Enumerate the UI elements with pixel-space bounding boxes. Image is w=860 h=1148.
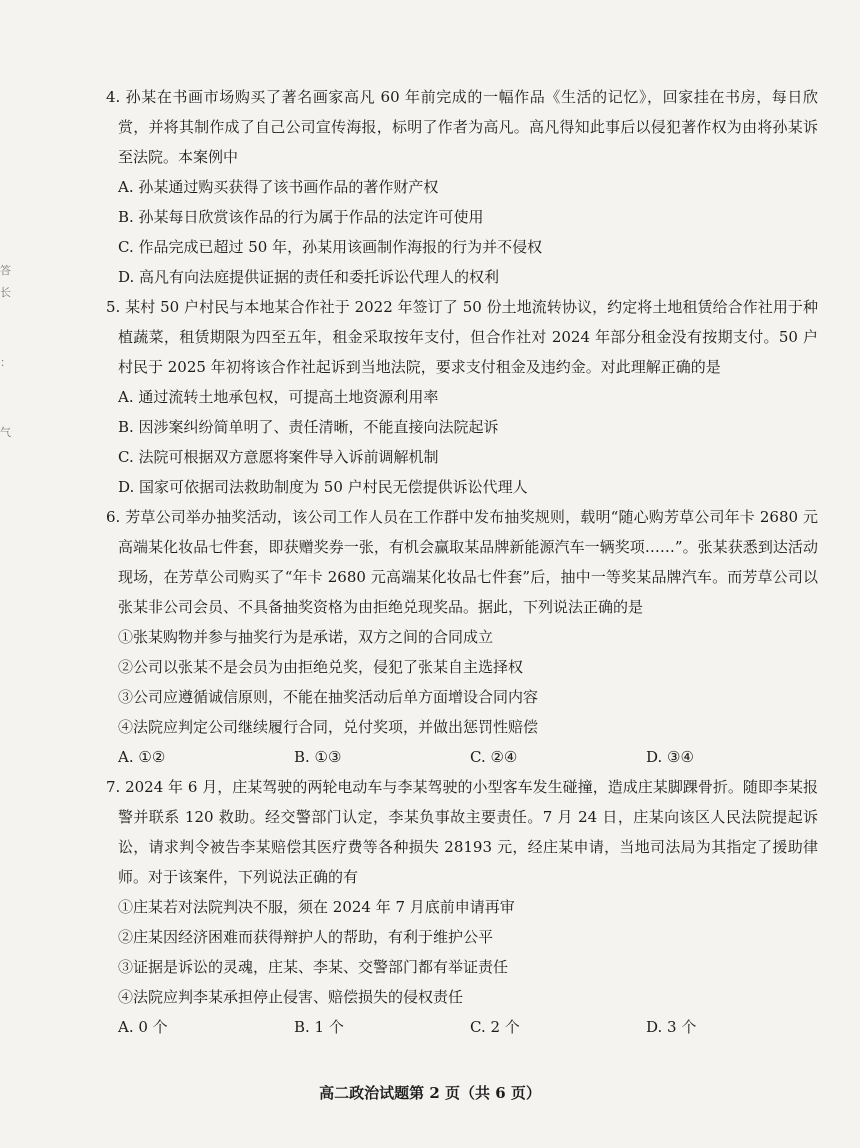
statement-3: ③公司应遵循诚信原则，不能在抽奖活动后单方面增设合同内容 (118, 688, 539, 706)
choice-b: B. ①③ (294, 748, 342, 766)
question-6 (106, 502, 818, 772)
question-stem: 7. 2024 年 6 月，庄某驾驶的两轮电动车与李某驾驶的小型客车发生碰撞，造成庄某脚踝骨折。随即李某报警并联系 120 救助。经交警部门认定，李某负事故主要责任。7 月 24 日，庄某向该区人民法院提起诉讼，请求判令被告李某赔偿其医疗费等各种损失 28193 元，经庄某申请，当地司法局为其指定了援助律师。对于该案件，下列说法正确的有 (106, 778, 818, 886)
statement-1: ①张某购物并参与抽奖行为是承诺，双方之间的合同成立 (118, 628, 494, 646)
question-5 (106, 292, 818, 502)
question-stem: 5. 某村 50 户村民与本地某合作社于 2022 年签订了 50 份土地流转协议，约定将土地租赁给合作社用于种植蔬菜，租赁期限为四至五年，租金采取按年支付，但合作社对 2024 年部分租金没有按期支付。50 户村民于 2025 年初将该合作社起诉到当地法院，要求支付租金及违约金。对此理解正确的是 (106, 298, 818, 376)
statement-2: ②庄某因经济困难而获得辩护人的帮助，有利于维护公平 (118, 928, 494, 946)
question-stem: 4. 孙某在书画市场购买了著名画家高凡 60 年前完成的一幅作品《生活的记忆》，回家挂在书房，每日欣赏，并将其制作成了自己公司宣传海报，标明了作者为高凡。高凡得知此事后以侵犯著作权为由将孙某诉至法院。本案例中 (106, 88, 818, 166)
margin-mark: 答 (0, 264, 11, 277)
choice-row (106, 742, 818, 772)
choice-c: C. ②④ (470, 748, 518, 766)
choice-d: D. 3 个 (646, 1018, 697, 1036)
statement-4: ④法院应判定公司继续履行合同，兑付奖项，并做出惩罚性赔偿 (118, 718, 539, 736)
option-c: C. 作品完成已超过 50 年，孙某用该画制作海报的行为并不侵权 (118, 238, 543, 256)
question-7 (106, 772, 818, 1042)
option-a: A. 孙某通过购买获得了该书画作品的著作财产权 (118, 178, 439, 196)
choice-row (106, 1012, 818, 1042)
option-b: B. 孙某每日欣赏该作品的行为属于作品的法定许可使用 (118, 208, 484, 226)
option-c: C. 法院可根据双方意愿将案件导入诉前调解机制 (118, 448, 439, 466)
option-b: B. 因涉案纠纷简单明了、责任清晰，不能直接向法院起诉 (118, 418, 499, 436)
choice-d: D. ③④ (646, 748, 694, 766)
margin-mark: ： (0, 356, 11, 369)
choice-b: B. 1 个 (294, 1018, 344, 1036)
margin-mark: 气 (0, 426, 11, 439)
question-4 (106, 82, 818, 292)
choice-a: A. ①② (118, 748, 166, 766)
statement-2: ②公司以张某不是会员为由拒绝兑奖，侵犯了张某自主选择权 (118, 658, 524, 676)
statement-1: ①庄某若对法院判决不服，须在 2024 年 7 月底前申请再审 (118, 898, 515, 916)
page-footer: 高二政治试题第 2 页（共 6 页） (319, 1084, 541, 1102)
option-a: A. 通过流转土地承包权，可提高土地资源利用率 (118, 388, 439, 406)
choice-a: A. 0 个 (118, 1018, 168, 1036)
statement-4: ④法院应判李某承担停止侵害、赔偿损失的侵权责任 (118, 988, 464, 1006)
option-d: D. 国家可依据司法救助制度为 50 户村民无偿提供诉讼代理人 (118, 478, 528, 496)
margin-mark: 长 (0, 286, 11, 299)
option-d: D. 高凡有向法庭提供证据的责任和委托诉讼代理人的权利 (118, 268, 500, 286)
question-stem: 6. 芳草公司举办抽奖活动，该公司工作人员在工作群中发布抽奖规则，载明“随心购芳草公司年卡 2680 元高端某化妆品七件套，即获赠奖券一张，有机会赢取某品牌新能源汽车一辆奖项……”。张某获悉到达活动现场，在芳草公司购买了“年卡 2680 元高端某化妆品七件套”后，抽中一等奖某品牌汽车。而芳草公司以张某非公司会员、不具备抽奖资格为由拒绝兑现奖品。据此，下列说法正确的是 (106, 508, 818, 616)
exam-content (106, 82, 818, 1042)
choice-c: C. 2 个 (470, 1018, 520, 1036)
statement-3: ③证据是诉讼的灵魂，庄某、李某、交警部门都有举证责任 (118, 958, 509, 976)
